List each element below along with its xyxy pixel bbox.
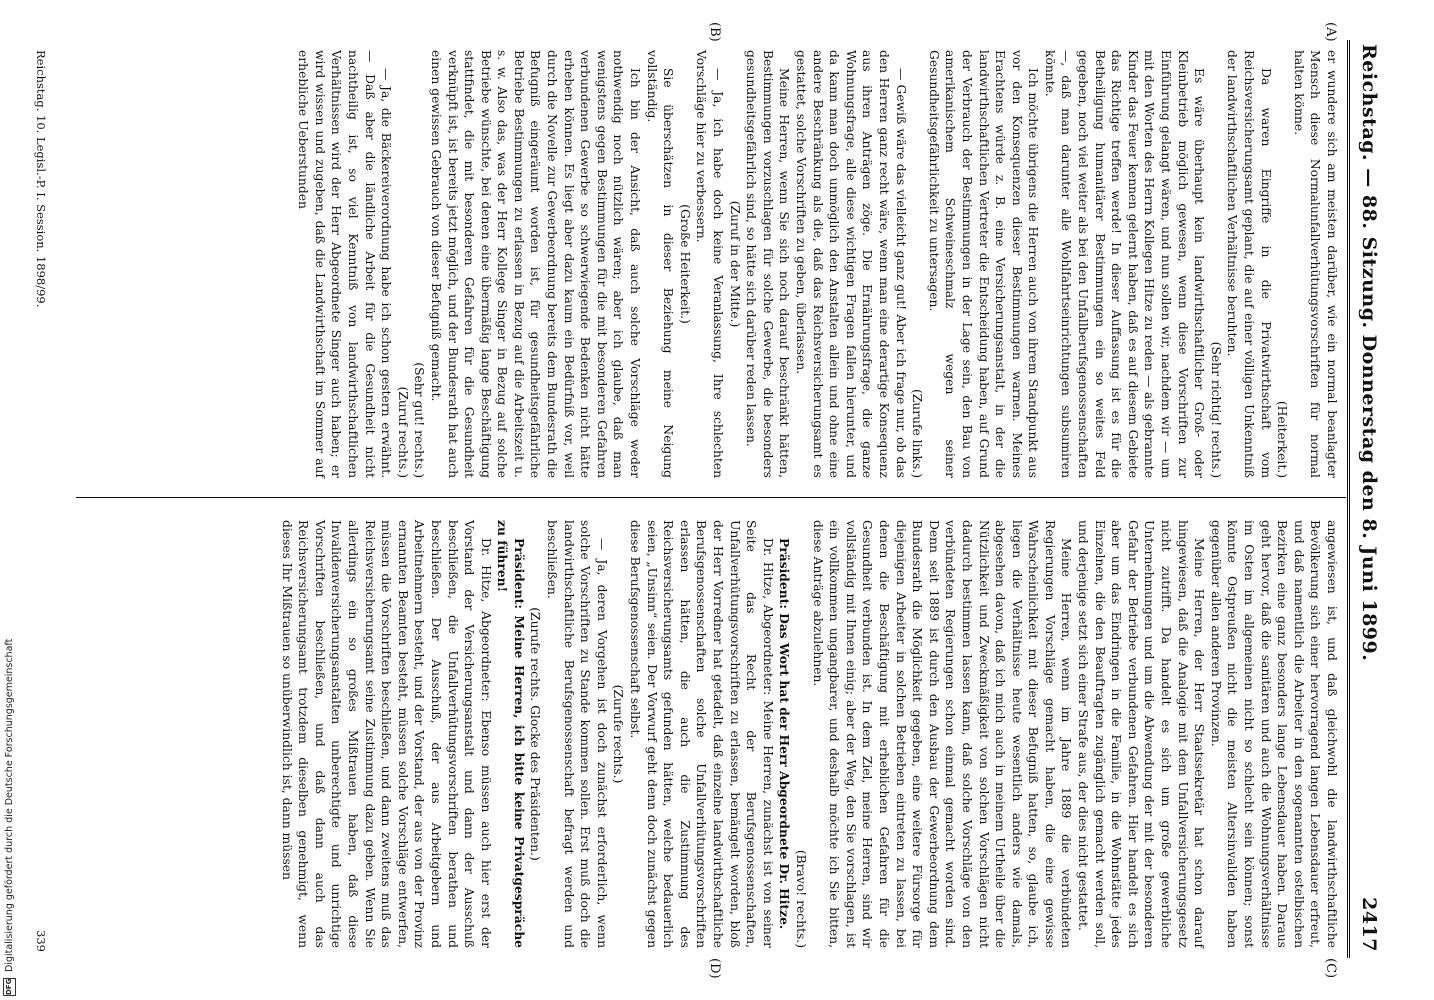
interjection: (Sehr richtig! rechts.) <box>1208 341 1223 478</box>
interjection: (Zurufe rechts.) <box>611 684 626 784</box>
paragraph: Da waren Eingriffe in die Privatwirthschaft vom Reichsversicherungsamt geplant, die auf einer völligen Unkenntniß der landwirthschaftlichen Verhältnisse beruhten. <box>1225 50 1273 478</box>
marker-a: (A) <box>1323 22 1338 42</box>
interjection: (Zurufe links.) <box>910 388 925 478</box>
paragraph: — Gewiß wäre das vielleicht ganz gut! Aber ich frage nur, ob das den Herren ganz recht wäre, wenn man eine derartige Konsequenz aus ihren Anträgen zöge. Die Ernährungsfrage, die ganze Wohnungsfrage, alle diese wichtigen Fragen fallen hierunter, und da kann man doch unmöglich den Anstalten allein und ohne eine andere Beschränkung als die, daß das Reichsversicherungsamt es gestattet, solche Vorschriften zu geben, überlassen. <box>794 50 908 478</box>
interjection: (Bravo! rechts.) <box>794 849 808 948</box>
rotated-page <box>22 0 1402 1000</box>
paragraph: — Ja, ich habe doch keine Veranlassung, Ihre schlechten Vorschläge hier zu verbessern. <box>694 50 726 478</box>
interjection: (Große Heiterkeit.) <box>677 204 692 324</box>
marker-b: (B) <box>707 22 722 42</box>
left-column <box>295 50 1340 478</box>
speaker-paragraph: Präsident: Meine Herren, ich bitte keine Privatgespräche zu führen! <box>495 520 527 948</box>
marker-c: (C) <box>1323 958 1338 979</box>
interjection: (Sehr gut! rechts.) <box>412 362 427 478</box>
header-date: Donnerstag den 8. Juni 1899. <box>1358 334 1380 662</box>
paragraph: Meine Herren, wenn Sie sich noch darauf beschränkt hätten, Bestimmungen vorzuschlagen für solche Gewerbe, die besonders gesundheitsgefährlich sind, so hätte sich darüber reden lassen. <box>744 50 792 478</box>
dfg-logo-icon: DFG <box>3 978 16 996</box>
paragraph: Ich möchte übrigens die Herren auch von ihrem Standpunkt aus vor den Konsequenzen dieser Bestimmungen warnen. Meines Erachtens würde z. B. eine Versicherungsanstalt, in der die landwirthschaftlichen Vertreter die Entscheidung haben, auf Grund der Verbrauch der Bestimmungen in der Lage sein, den Bau von amerikanischem Schweineschmalz wegen seiner Gesundheitsgefährlichkeit zu untersagen. <box>926 50 1041 478</box>
paragraph: Dr. Hitze, Abgeordneter: Ebenso müssen auch hier erst der Vorstand der Versicherungsanstalt und dann der Ausschuß beschließen, die Unfallverhütungsvorschriften berathen und beschließen. Der Ausschuß, der aus Arbeitgebern und Arbeitnehmern besteht, und der Vorstand, der aus von der Provinz ernannten Beamten besteht, müssen solche Vorschläge entwerfen, müssen die Vorschriften beschließen, und dann zweitens muß das Reichsversicherungsamt seine Zustimmung dazu geben. Wenn Sie allerdings ein so großes Mißtrauen haben, daß diese Invalidenversicherungsanstalten unberechtigte und unrichtige Vorschriften beschließen, und daß dann auch das Reichsversicherungsamt trotzdem dieselben genehmigt, wenn dieses Ihr Mißtrauen so unüberwindlich ist, dann müssen <box>279 520 493 948</box>
paragraph: Meine Herren, wenn im Jahre 1889 die verbündeten Regierungen Vorschläge gemacht haben, die eine gewisse Wahrscheinlichkeit mit dieser Befugniß hatten, so, glaube ich, liegen die Verhältnisse heute wesentlich anders wie damals, abgesehen davon, daß ich mich auch in meinem Urtheile über die Nützlichkeit und Zweckmäßigkeit von solchen Vorschlägen nicht dadurch bestimmen lassen kann, daß solche Vorschläge von den verbündeten Regierungen schon einmal gemacht worden sind. Denn seit 1889 ist durch den Ausbau der Gewerbeordnung dem Bundesrath die Möglichkeit gegeben, eine weitere Fürsorge für diejenigen Arbeiter in solchen Betrieben eintreten zu lassen, bei denen die Beschäftigung mit erheblichen Gefahren für die Gesundheit verbunden ist. In dem Ziel, meine Herren, sind wir vollständig mit Ihnen einig; aber der Weg, den Sie vorschlagen, ist ein vollkommen ungangbarer, und deshalb möchte ich Sie bitten, diese Anträge abzulehnen. <box>810 520 1074 948</box>
footer-left: Reichstag. 10. Legisl.-P. I. Session. 1898/99. <box>34 50 48 308</box>
header-left: Reichstag. — 88. Sitzung. <box>1358 44 1380 329</box>
interjection: (Heiterkeit.) <box>1275 400 1290 478</box>
paragraph: angewiesen ist, und daß gleichwohl die landwirthschaftliche Bevölkerung sich einer hervorragend langen Lebensdauer erfreut, und daß namentlich die Arbeiter in den sogenannten ostelbischen Bezirken eine ganz besonders lange Lebensdauer haben. Daraus geht hervor, daß die sanitären und auch die Wohnungsverhältnisse im Osten im allgemeinen nicht so schlecht sein können; sonst könnte Ostpreußen nicht die meisten Altersinvaliden haben gegenüber allen anderen Provinzen. <box>1208 520 1339 948</box>
header-rule <box>1347 40 1350 958</box>
paragraph: Ich bin der Ansicht, daß auch solche Vorschläge weder nothwendig noch nützlich wären; aber ich glaube, daß man wenigstens gegen Bestimmungen für die mit besonderen Gefahren verbundenen Gewerbe so schwerwiegende Bedenken nicht hätte erheben können. Es liegt aber dazu kaum ein Bedürfniß vor, weil durch die Novelle zur Gewerbeordnung bereits dem Bundesrath die Befugniß eingeräumt worden ist, für gesundheitsgefährliche Betriebe Bestimmungen zu erlassen in Bezug auf die Arbeitszeit u. s. w. Also das, was der Herr Kollege Singer in Bezug auf solche Betriebe wünschte, bei denen eine übermäßig lange Beschäftigung stattfindet, die mit besonderen Gefahren für die Gesundheit verknüpft ist, ist bereits jetzt möglich, und der Bundesrath hat auch einen gewissen Gebrauch von dieser Befugniß gemacht. <box>428 50 643 478</box>
page-header <box>1354 44 1382 952</box>
column-divider <box>76 497 1346 498</box>
digitization-credit <box>0 0 20 1000</box>
paragraph: — Ja, die Bäckereiverordnung habe ich schon gestern erwähnt. — Daß aber die ländliche Arbeit für die Gesundheit nicht nachtheilig ist, so viel Kenntniß von landwirthschaftlichen Verhältnissen wird der Herr Abgeordnete Singer auch haben; er wird wissen und zugeben, daß die Landwirthschaft im Sommer auf erhebliche Ueberstunden <box>296 50 394 478</box>
paragraph: Dr. Hitze, Abgeordneter: Meine Herren, zunächst ist von seiner Seite das Recht der Berufsgenossenschaften, Unfallverhütungsvorschriften zu erlassen, bemängelt worden, bloß der Herr Vorredner hat getadelt, daß einzelne landwirthschaftliche Berufsgenossenschaften solche Unfallverhütungsvorschriften erlassen hätten, die auch die Zustimmung des Reichsversicherungsamts gefunden hätten, welche bedauerlich seien, „Unsinn“ seien. Der Vorwurf geht denn doch zunächst gegen diese Berufsgenossenschaft selbst. <box>628 520 775 948</box>
paragraph: Sie überschätzen in dieser Beziehung meine Neigung vollständig. <box>644 50 676 478</box>
paragraph: Es wäre überhaupt kein landwirthschaftlicher Groß- oder Kleinbetrieb möglich gewesen, wenn diese Vorschriften zur Einführung gelangt wären, und nun sollen wir, nachdem wir — um mit den Worten des Herrn Kollegen Hitze zu reden — als gebrannte Kinder das Feuer kennen gelernt haben, daß es auf diesem Gebiete das Richtige treffen werde! In dieser Auffassung ist es für die Betheiligung humanitärer Bestimmungen ein so weites Feld gegeben, noch viel weiter als bei den Unfallberufsgenossenschaften —, daß man darunter alle Wohlfahrtseinrichtungen subsumiren könnte. <box>1042 50 1207 478</box>
paragraph: er wundere sich am meisten darüber, wie ein normal beanlagter Mensch diese Normalunfallverhütungsvorschriften für normal halten könne. <box>1291 50 1339 478</box>
interjection: (Zuruf in der Mitte.) <box>727 200 742 328</box>
credit-text: Digitalisierung gefördert durch die Deutsche Forschungsgemeinschaft <box>4 638 15 972</box>
interjection: (Zuruf rechts.) <box>395 386 410 478</box>
speaker-paragraph: Präsident: Das Wort hat der Herr Abgeordnete Dr. Hitze. <box>777 538 793 930</box>
paragraph: Meine Herren, der Herr Staatssekretär hat schon darauf hingewiesen, daß die Analogie mit dem Unfallversicherungsgesetz nicht zutrifft. Da handelt es sich um große gewerbliche Unternehmungen und um die Abwendung der mit der besonderen Gefahr der Betriebe verbundenen Gefahren. Hier handelt es sich aber um das Eindringen in die Familie, in die Wohnstätte jedes Einzelnen, die den Beauftragten zugänglich gemacht werden soll, und derjenige setzt sich einer Strafe aus, der dies nicht gestattet. <box>1076 520 1207 948</box>
interjection: (Zurufe rechts. Glocke des Präsidenten.) <box>528 607 543 861</box>
paragraph: — Ja, deren Vorgehen ist doch zunächst erforderlich, wenn solche Vorschriften zu Stande kommen sollen. Erst muß doch die landwirthschaftliche Berufsgenossenschaft befragt werden und beschließen. <box>545 520 609 948</box>
footer-page-number: 339 <box>34 930 48 952</box>
marker-d: (D) <box>707 958 722 979</box>
page-number: 2417 <box>1358 897 1380 952</box>
right-column <box>278 520 1340 948</box>
